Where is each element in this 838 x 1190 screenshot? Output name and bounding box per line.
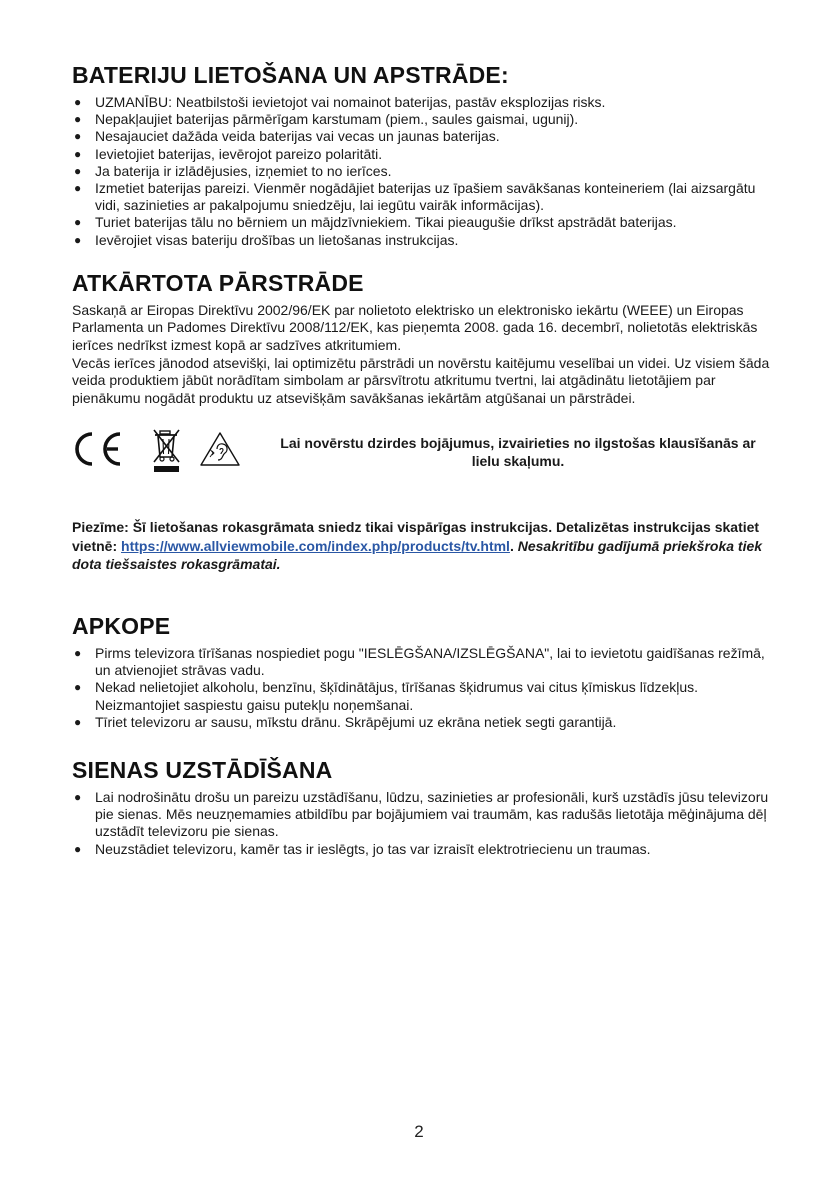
list-item-text: Turiet baterijas tālu no bērniem un mājdzīvniekiem. Tikai pieaugušie drīkst apstrādāt baterijas. [95, 214, 677, 231]
list-item [72, 163, 772, 180]
bullet-icon: ● [74, 680, 82, 695]
list-item-text: Tīriet televizoru ar sausu, mīkstu drānu. Skrāpējumi uz ekrāna netiek segti garantijā. [95, 713, 617, 730]
bullet-icon: ● [74, 714, 82, 729]
list-item [72, 94, 772, 111]
bullet-icon: ● [74, 146, 82, 161]
bullet-icon: ● [74, 790, 82, 805]
maintenance-heading: APKOPE [72, 613, 171, 639]
wall-mount-list [72, 789, 772, 858]
list-item [72, 789, 772, 841]
recycling-paragraph-2: Vecās ierīces jānodod atsevišķi, lai optimizētu pārstrādi un novērstu kaitējumu veselībai un videi. Uz visiem šāda veida produktiem jābūt norādītam simbolam ar pārsvītrotu atkritumu tvertni, lai atgādinātu lietotājiem par pienākumu nogādāt produktu uz atsevišķām savākšanas iekārtām atgūšanai un pārstrādei. [72, 354, 770, 406]
list-item-text: Lai nodrošinātu drošu un pareizu uzstādīšanu, lūdzu, sazinieties ar profesionāli, kurš uzstādīs jūsu televizoru pie sienas. Mēs neuzņemamies atbildību par bojājumiem vai traumām, kas radušās lietotāja mēģinājuma dēļ uzstādīt televizoru pie sienas. [95, 789, 769, 840]
list-item-text: Izmetiet baterijas pareizi. Vienmēr nogādājiet baterijas uz īpašiem savākšanas konteineriem (lai aizsargātu vidi, sazinieties ar pakalpojumu sniedzēju, lai iegūtu vairāk informācijas). [95, 180, 756, 214]
weee-crossed-bin-icon [152, 427, 182, 473]
note-italic: Nesakritību gadījumā priekšroka tiek dota tiešsaistes rokasgrāmatai. [72, 537, 763, 572]
maintenance-section [72, 613, 772, 731]
hearing-warning-text: Lai novērstu dzirdes bojājumus, izvairieties no ilgstošas klausīšanās ar lielu skaļumu. [280, 435, 756, 470]
manual-url-link[interactable]: https://www.allviewmobile.com/index.php/products/tv.html [121, 537, 510, 554]
page-number: 2 [414, 1122, 424, 1141]
list-item [72, 111, 772, 128]
list-item-text: Nesajauciet dažāda veida baterijas vai vecas un jaunas baterijas. [95, 128, 500, 145]
ce-mark-icon [72, 431, 124, 467]
bullet-icon: ● [74, 163, 82, 178]
manual-page [72, 62, 772, 858]
battery-heading: BATERIJU LIETOŠANA UN APSTRĀDE: [72, 62, 509, 88]
recycling-section [72, 270, 772, 408]
bullet-icon: ● [74, 112, 82, 127]
compliance-icons-row [72, 431, 772, 477]
list-item-text: UZMANĪBU: Neatbilstoši ievietojot vai nomainot baterijas, pastāv eksplozijas risks. [95, 94, 606, 110]
list-item [72, 679, 772, 713]
list-item [72, 232, 772, 249]
list-item [72, 714, 772, 731]
bullet-icon: ● [74, 646, 82, 660]
list-item [72, 214, 772, 231]
recycling-heading: ATKĀRTOTA PĀRSTRĀDE [72, 269, 364, 296]
wall-mount-section [72, 757, 772, 858]
list-item [72, 146, 772, 163]
list-item [72, 841, 772, 858]
list-item-text: Nekad nelietojiet alkoholu, benzīnu, šķīdinātājus, tīrīšanas šķidrumus vai citus ķīmiskus līdzekļus. Neizmantojiet saspiestu gaisu putekļu noņemšanai. [95, 679, 699, 713]
list-item [72, 645, 772, 679]
note-lead: Piezīme: Šī lietošanas rokasgrāmata sniedz tikai vispārīgas instrukcijas. Detalizētas instrukcijas skatiet vietnē: [72, 519, 760, 554]
list-item-text: Ja baterija ir izlādējusies, izņemiet to no ierīces. [95, 162, 392, 179]
bullet-icon: ● [74, 95, 82, 109]
list-item-text: Neuzstādiet televizoru, kamēr tas ir ieslēgts, jo tas var izraisīt elektrotriecienu un traumas. [95, 840, 651, 857]
list-item-text: Pirms televizora tīrīšanas nospiediet pogu "IESLĒGŠANA/IZSLĒGŠANA", lai to ievietotu gaidīšanas režīmā, un atvienojiet strāvas vadu. [95, 645, 765, 679]
list-item-text: Nepakļaujiet baterijas pārmērīgam karstumam (piem., saules gaismai, ugunij). [95, 111, 579, 128]
bullet-icon: ● [74, 841, 82, 856]
bullet-icon: ● [74, 129, 82, 144]
wall-mount-heading: SIENAS UZSTĀDĪŠANA [72, 757, 333, 784]
maintenance-list [72, 645, 772, 731]
hearing-warning-icon [199, 431, 241, 467]
note-after-link: . [509, 537, 518, 554]
note-paragraph [72, 518, 772, 573]
bullet-icon: ● [74, 232, 82, 247]
battery-list [72, 94, 772, 249]
list-item-text: Ievērojiet visas bateriju drošības un lietošanas instrukcijas. [95, 231, 459, 248]
list-item [72, 128, 772, 145]
recycling-paragraph-1: Saskaņā ar Eiropas Direktīvu 2002/96/EK par nolietoto elektrisko un elektronisko iekārtu (WEEE) un Eiropas Parlamenta un Padomes Direktīvu 2008/112/EK, kas pieņemta 2008. gada 16. decembrī, nolietotās elektriskās ierīces nedrīkst izmest kopā ar sadzīves atkritumiem. [72, 301, 758, 354]
list-item-text: Ievietojiet baterijas, ievērojot pareizo polaritāti. [95, 145, 383, 162]
battery-section [72, 62, 772, 249]
bullet-icon: ● [74, 215, 82, 230]
bullet-icon: ● [74, 181, 82, 196]
list-item [72, 180, 772, 214]
